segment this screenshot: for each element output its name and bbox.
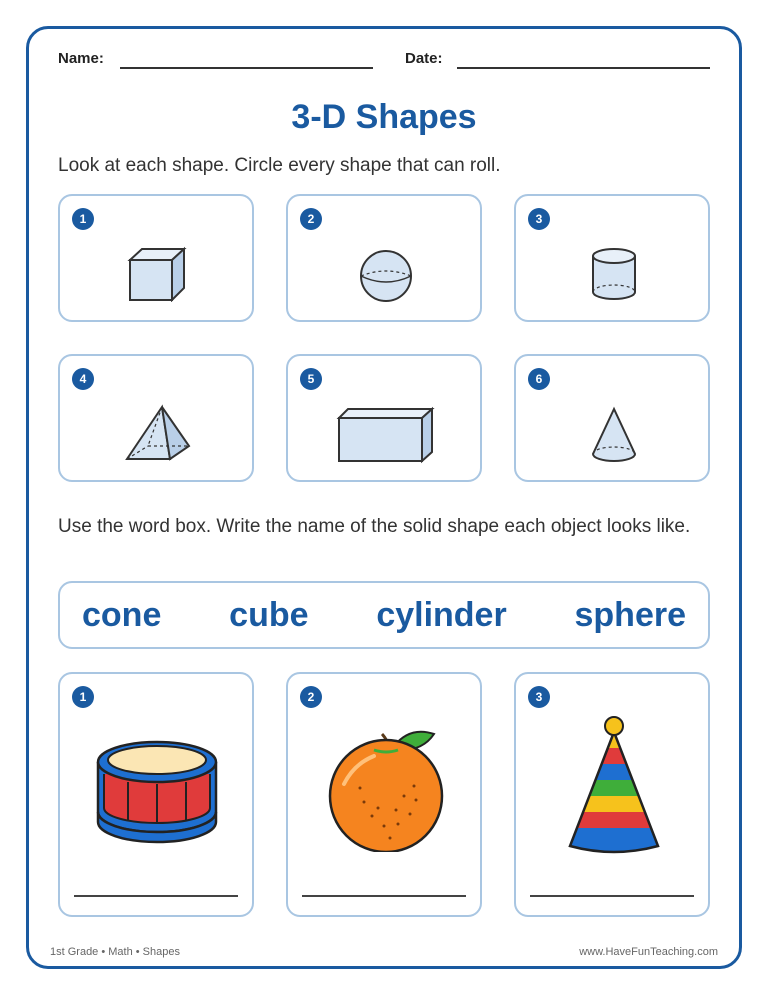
shape-card-1[interactable]: [58, 194, 254, 322]
item-number: 3: [528, 208, 550, 230]
cube-icon: [126, 246, 188, 302]
rectangular-prism-icon: [336, 406, 436, 464]
word-cylinder: cylinder: [376, 595, 507, 634]
shape-card-3[interactable]: [514, 194, 710, 322]
sphere-icon: [358, 248, 414, 304]
answer-line[interactable]: [302, 895, 466, 897]
word-box: [58, 581, 710, 649]
answer-line[interactable]: [74, 895, 238, 897]
word-sphere: sphere: [574, 595, 686, 634]
object-card-2[interactable]: [286, 672, 482, 917]
instruction-2: Use the word box. Write the name of the solid shape each object looks like.: [58, 516, 691, 537]
item-number: 4: [72, 368, 94, 390]
shape-card-2[interactable]: [286, 194, 482, 322]
item-number: 2: [300, 686, 322, 708]
item-number: 2: [300, 208, 322, 230]
word-cone: cone: [82, 595, 162, 634]
drum-icon: [92, 732, 222, 844]
name-label: Name:: [58, 50, 104, 67]
pyramid-icon: [124, 404, 192, 464]
name-line[interactable]: [120, 67, 373, 69]
item-number: 3: [528, 686, 550, 708]
footer-breadcrumb: 1st Grade • Math • Shapes: [50, 946, 180, 958]
footer-website[interactable]: www.HaveFunTeaching.com: [579, 946, 718, 958]
object-card-3[interactable]: [514, 672, 710, 917]
item-number: 5: [300, 368, 322, 390]
answer-line[interactable]: [530, 895, 694, 897]
party-hat-icon: [566, 714, 662, 860]
instruction-1: Look at each shape. Circle every shape that can roll.: [58, 155, 501, 176]
shape-card-6[interactable]: [514, 354, 710, 482]
word-cube: cube: [229, 595, 309, 634]
item-number: 6: [528, 368, 550, 390]
date-label: Date:: [405, 50, 443, 67]
item-number: 1: [72, 686, 94, 708]
shape-card-5[interactable]: [286, 354, 482, 482]
page-title: 3-D Shapes: [291, 98, 477, 136]
cone-icon: [590, 406, 638, 464]
object-card-1[interactable]: [58, 672, 254, 917]
item-number: 1: [72, 208, 94, 230]
cylinder-icon: [590, 246, 638, 304]
orange-icon: [324, 724, 448, 852]
shape-card-4[interactable]: [58, 354, 254, 482]
date-line[interactable]: [457, 67, 710, 69]
